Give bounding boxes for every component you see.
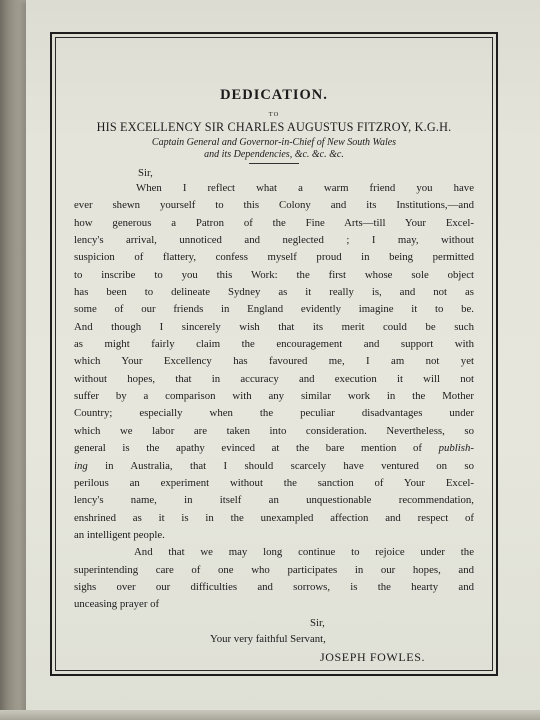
- italic-word: ing: [74, 459, 88, 472]
- body-line: as might fairly claim the encouragement and support with: [74, 338, 474, 351]
- salutation: Sir,: [138, 167, 153, 179]
- body-line: suspicion of flattery, confess myself proud in being permitted: [74, 251, 474, 264]
- body-line: unceasing prayer of: [74, 598, 160, 611]
- body-line: enshrined as it is in the unexampled affection and respect of: [74, 511, 474, 524]
- closing-salutation: Sir,: [310, 616, 325, 629]
- body-line: has been to delineate Sydney as it really is, and not as: [74, 286, 474, 299]
- addressee-title-line: and its Dependencies, &c. &c. &c.: [204, 148, 344, 160]
- body-line: Country; especially when the peculiar disadvantages under: [74, 407, 474, 420]
- body-line: superintending care of one who participates in our hopes, and: [74, 563, 474, 576]
- body-line: When I reflect what a warm friend you have: [136, 182, 474, 194]
- body-line: general is the apathy evinced at the bare mention of publish-: [74, 442, 474, 455]
- addressee-title-line: Captain General and Governor-in-Chief of New South Wales: [151, 137, 397, 148]
- closing-valediction: Your very faithful Servant,: [210, 632, 326, 645]
- body-line: ever shewn yourself to this Colony and its Institutions,—and: [74, 199, 474, 212]
- body-line: ing in Australia, that I should scarcely have ventured on so: [74, 459, 474, 472]
- body-line: which Your Excellency has favoured me, I am not yet: [74, 355, 474, 368]
- to-label: TO: [268, 111, 280, 118]
- body-line: suffer by a comparison with any similar work in the Mother: [74, 390, 474, 403]
- body-line: without hopes, that in accuracy and execution it will not: [74, 372, 474, 385]
- body-line: lency's name, in itself an unquestionable recommendation,: [74, 494, 474, 507]
- dedication-heading: DEDICATION.: [220, 87, 328, 103]
- addressee-title: [74, 137, 474, 160]
- title-rule: [249, 163, 299, 164]
- body-line: And though I sincerely wish that its merit could be such: [74, 320, 474, 333]
- signature-name: JOSEPH FOWLES.: [320, 649, 426, 664]
- addressee-name: HIS EXCELLENCY SIR CHARLES AUGUSTUS FITZROY, K.G.H.: [96, 120, 452, 134]
- body-line: sighs over our difficulties and sorrows, is the hearty and: [74, 580, 474, 593]
- body-line: which we labor are taken into consideration. Nevertheless, so: [74, 424, 474, 437]
- dedication-text-block: [74, 86, 474, 666]
- body-line: some of our friends in England evidently imagine it to be.: [74, 303, 474, 316]
- body-line: an intelligent people.: [74, 528, 165, 541]
- body-line: to inscribe to you this Work: the first whose sole object: [74, 268, 474, 281]
- body-line: And that we may long continue to rejoice under the: [134, 546, 474, 559]
- italic-word: publish-: [438, 442, 474, 455]
- body-line: lency's arrival, unnoticed and neglected ; I may, without: [74, 234, 474, 247]
- body-line: how generous a Patron of the Fine Arts—till Your Excel-: [74, 216, 474, 229]
- page-bottom-edge: [0, 710, 540, 720]
- dedication-body: [74, 180, 474, 614]
- body-line: perilous an experiment without the sanction of Your Excel-: [74, 476, 474, 489]
